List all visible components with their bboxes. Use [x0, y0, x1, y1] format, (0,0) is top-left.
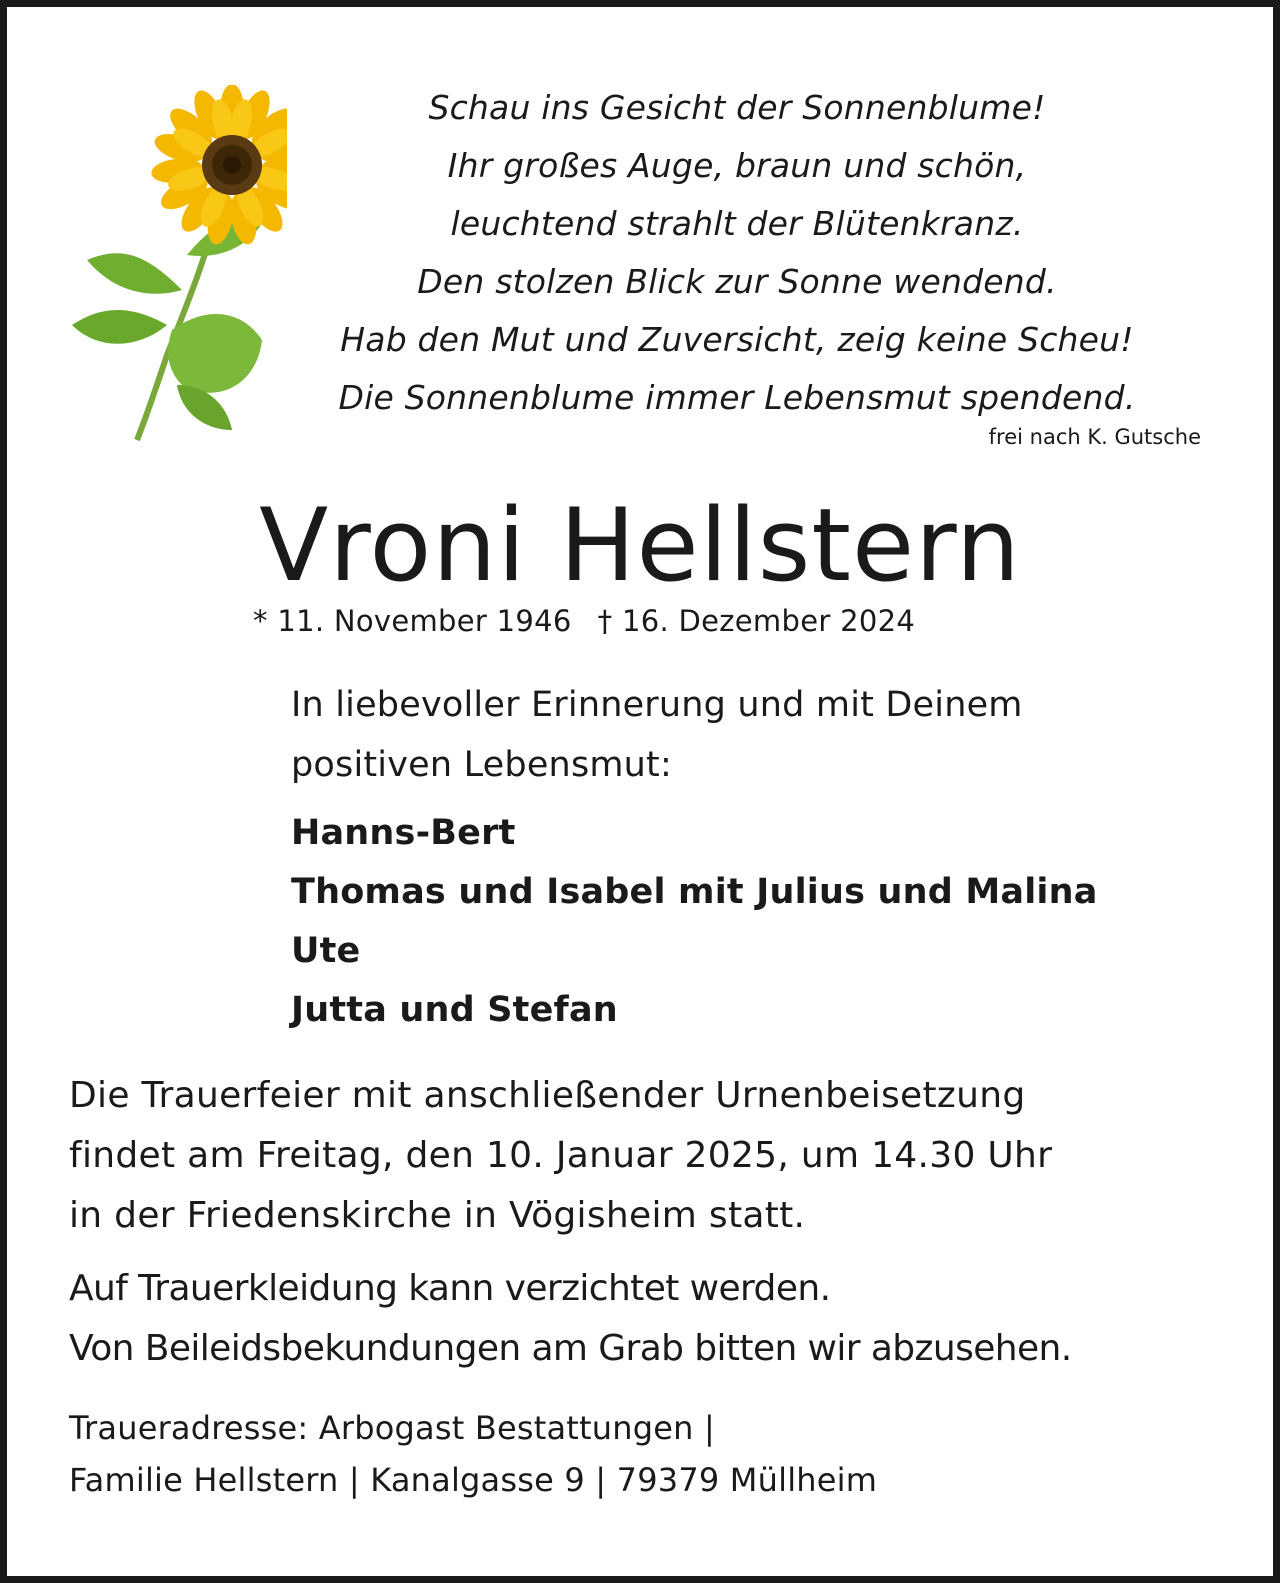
- notes: [69, 1259, 1249, 1379]
- remembrance-text: In liebevoller Erinnerung und mit Deinem positiven Lebensmut:: [291, 685, 1023, 785]
- service-info: [69, 1066, 1249, 1246]
- poem-line: Die Sonnenblume immer Lebensmut spendend.: [338, 378, 1136, 417]
- address-line: Familie Hellstern | Kanalgasse 9 | 79379 Müllheim: [69, 1461, 878, 1499]
- life-dates: [253, 604, 915, 638]
- death-date: † 16. Dezember 2024: [597, 604, 916, 638]
- note-line: Auf Trauerkleidung kann verzichtet werden.: [69, 1268, 831, 1309]
- deceased-name: Vroni Hellstern: [259, 486, 1021, 604]
- note-line: Von Beileidsbekundungen am Grab bitten wir abzusehen.: [69, 1328, 1072, 1369]
- mourners-list: [291, 804, 1098, 1040]
- mourner-name: Hanns-Bert: [291, 813, 516, 853]
- service-line: findet am Freitag, den 10. Januar 2025, um 14.30 Uhr: [69, 1135, 1053, 1176]
- poem-line: leuchtend strahlt der Blütenkranz.: [450, 204, 1024, 243]
- address-line: Traueradresse: Arbogast Bestattungen |: [69, 1409, 715, 1447]
- mourner-name: Thomas und Isabel mit Julius und Malina: [291, 872, 1098, 912]
- mourning-address: [69, 1402, 1249, 1506]
- mourner-name: Ute: [291, 931, 361, 971]
- poem: [237, 79, 1237, 427]
- service-line: Die Trauerfeier mit anschließender Urnenbeisetzung: [69, 1075, 1026, 1116]
- obituary-card: [7, 7, 1273, 1576]
- poem-line: Schau ins Gesicht der Sonnenblume!: [428, 88, 1046, 127]
- poem-line: Ihr großes Auge, braun und schön,: [447, 146, 1027, 185]
- poem-line: Hab den Mut und Zuversicht, zeig keine Scheu!: [340, 320, 1134, 359]
- birth-date: * 11. November 1946: [253, 604, 572, 638]
- service-line: in der Friedenskirche in Vögisheim statt.: [69, 1195, 806, 1236]
- poem-credit: frei nach K. Gutsche: [988, 425, 1201, 449]
- mourner-name: Jutta und Stefan: [291, 990, 618, 1030]
- poem-line: Den stolzen Blick zur Sonne wendend.: [417, 262, 1057, 301]
